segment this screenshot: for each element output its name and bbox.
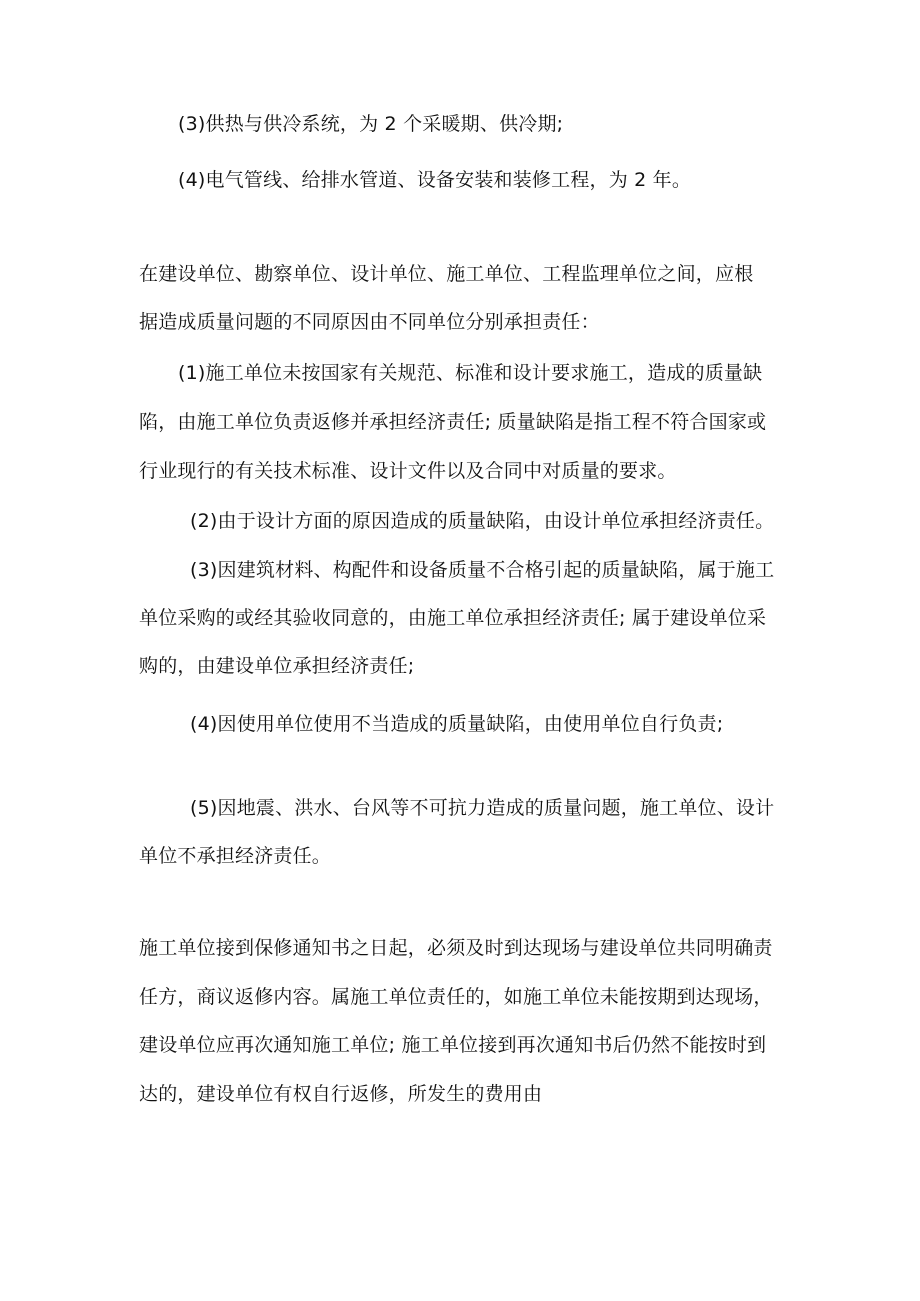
item3-line3: 购的，由建设单位承担经济责任; (139, 655, 415, 677)
item1-line3: 行业现行的有关技术标准、设计文件以及合同中对质量的要求。 (139, 460, 677, 482)
repair-notice-line4: 达的，建设单位有权自行返修，所发生的费用由 (139, 1083, 543, 1105)
item2-line1: (2)由于设计方面的原因造成的质量缺陷，由设计单位承担经济责任。 (190, 510, 775, 532)
item3-line1: (3)因建筑材料、构配件和设备质量不合格引起的质量缺陷，属于施工 (190, 559, 775, 581)
item5-line1: (5)因地震、洪水、台风等不可抗力造成的质量问题，施工单位、设计 (190, 797, 775, 819)
item1-line1: (1)施工单位未按国家有关规范、标准和设计要求施工，造成的质量缺 (178, 362, 763, 384)
warranty-electrical: (4)电气管线、给排水管道、设备安装和装修工程，为 2 年。 (178, 169, 692, 191)
item3-line2: 单位采购的或经其验收同意的，由施工单位承担经济责任; 属于建设单位采 (139, 607, 767, 629)
warranty-heating-cooling: (3)供热与供冷系统，为 2 个采暖期、供冷期; (178, 113, 564, 135)
responsibility-intro-line1: 在建设单位、勘察单位、设计单位、施工单位、工程监理单位之间，应根 (139, 263, 754, 285)
item5-line2: 单位不承担经济责任。 (139, 845, 332, 867)
repair-notice-line3: 建设单位应再次通知施工单位; 施工单位接到再次通知书后仍然不能按时到 (139, 1034, 767, 1056)
repair-notice-line2: 任方，商议返修内容。属施工单位责任的，如施工单位未能按期到达现场， (139, 986, 773, 1008)
repair-notice-line1: 施工单位接到保修通知书之日起，必须及时到达现场与建设单位共同明确责 (139, 937, 773, 959)
item4-line1: (4)因使用单位使用不当造成的质量缺陷，由使用单位自行负责; (190, 713, 724, 735)
responsibility-intro-line2: 据造成质量问题的不同原因由不同单位分别承担责任： (139, 311, 600, 333)
item1-line2: 陷，由施工单位负责返修并承担经济责任; 质量缺陷是指工程不符合国家或 (139, 411, 767, 433)
